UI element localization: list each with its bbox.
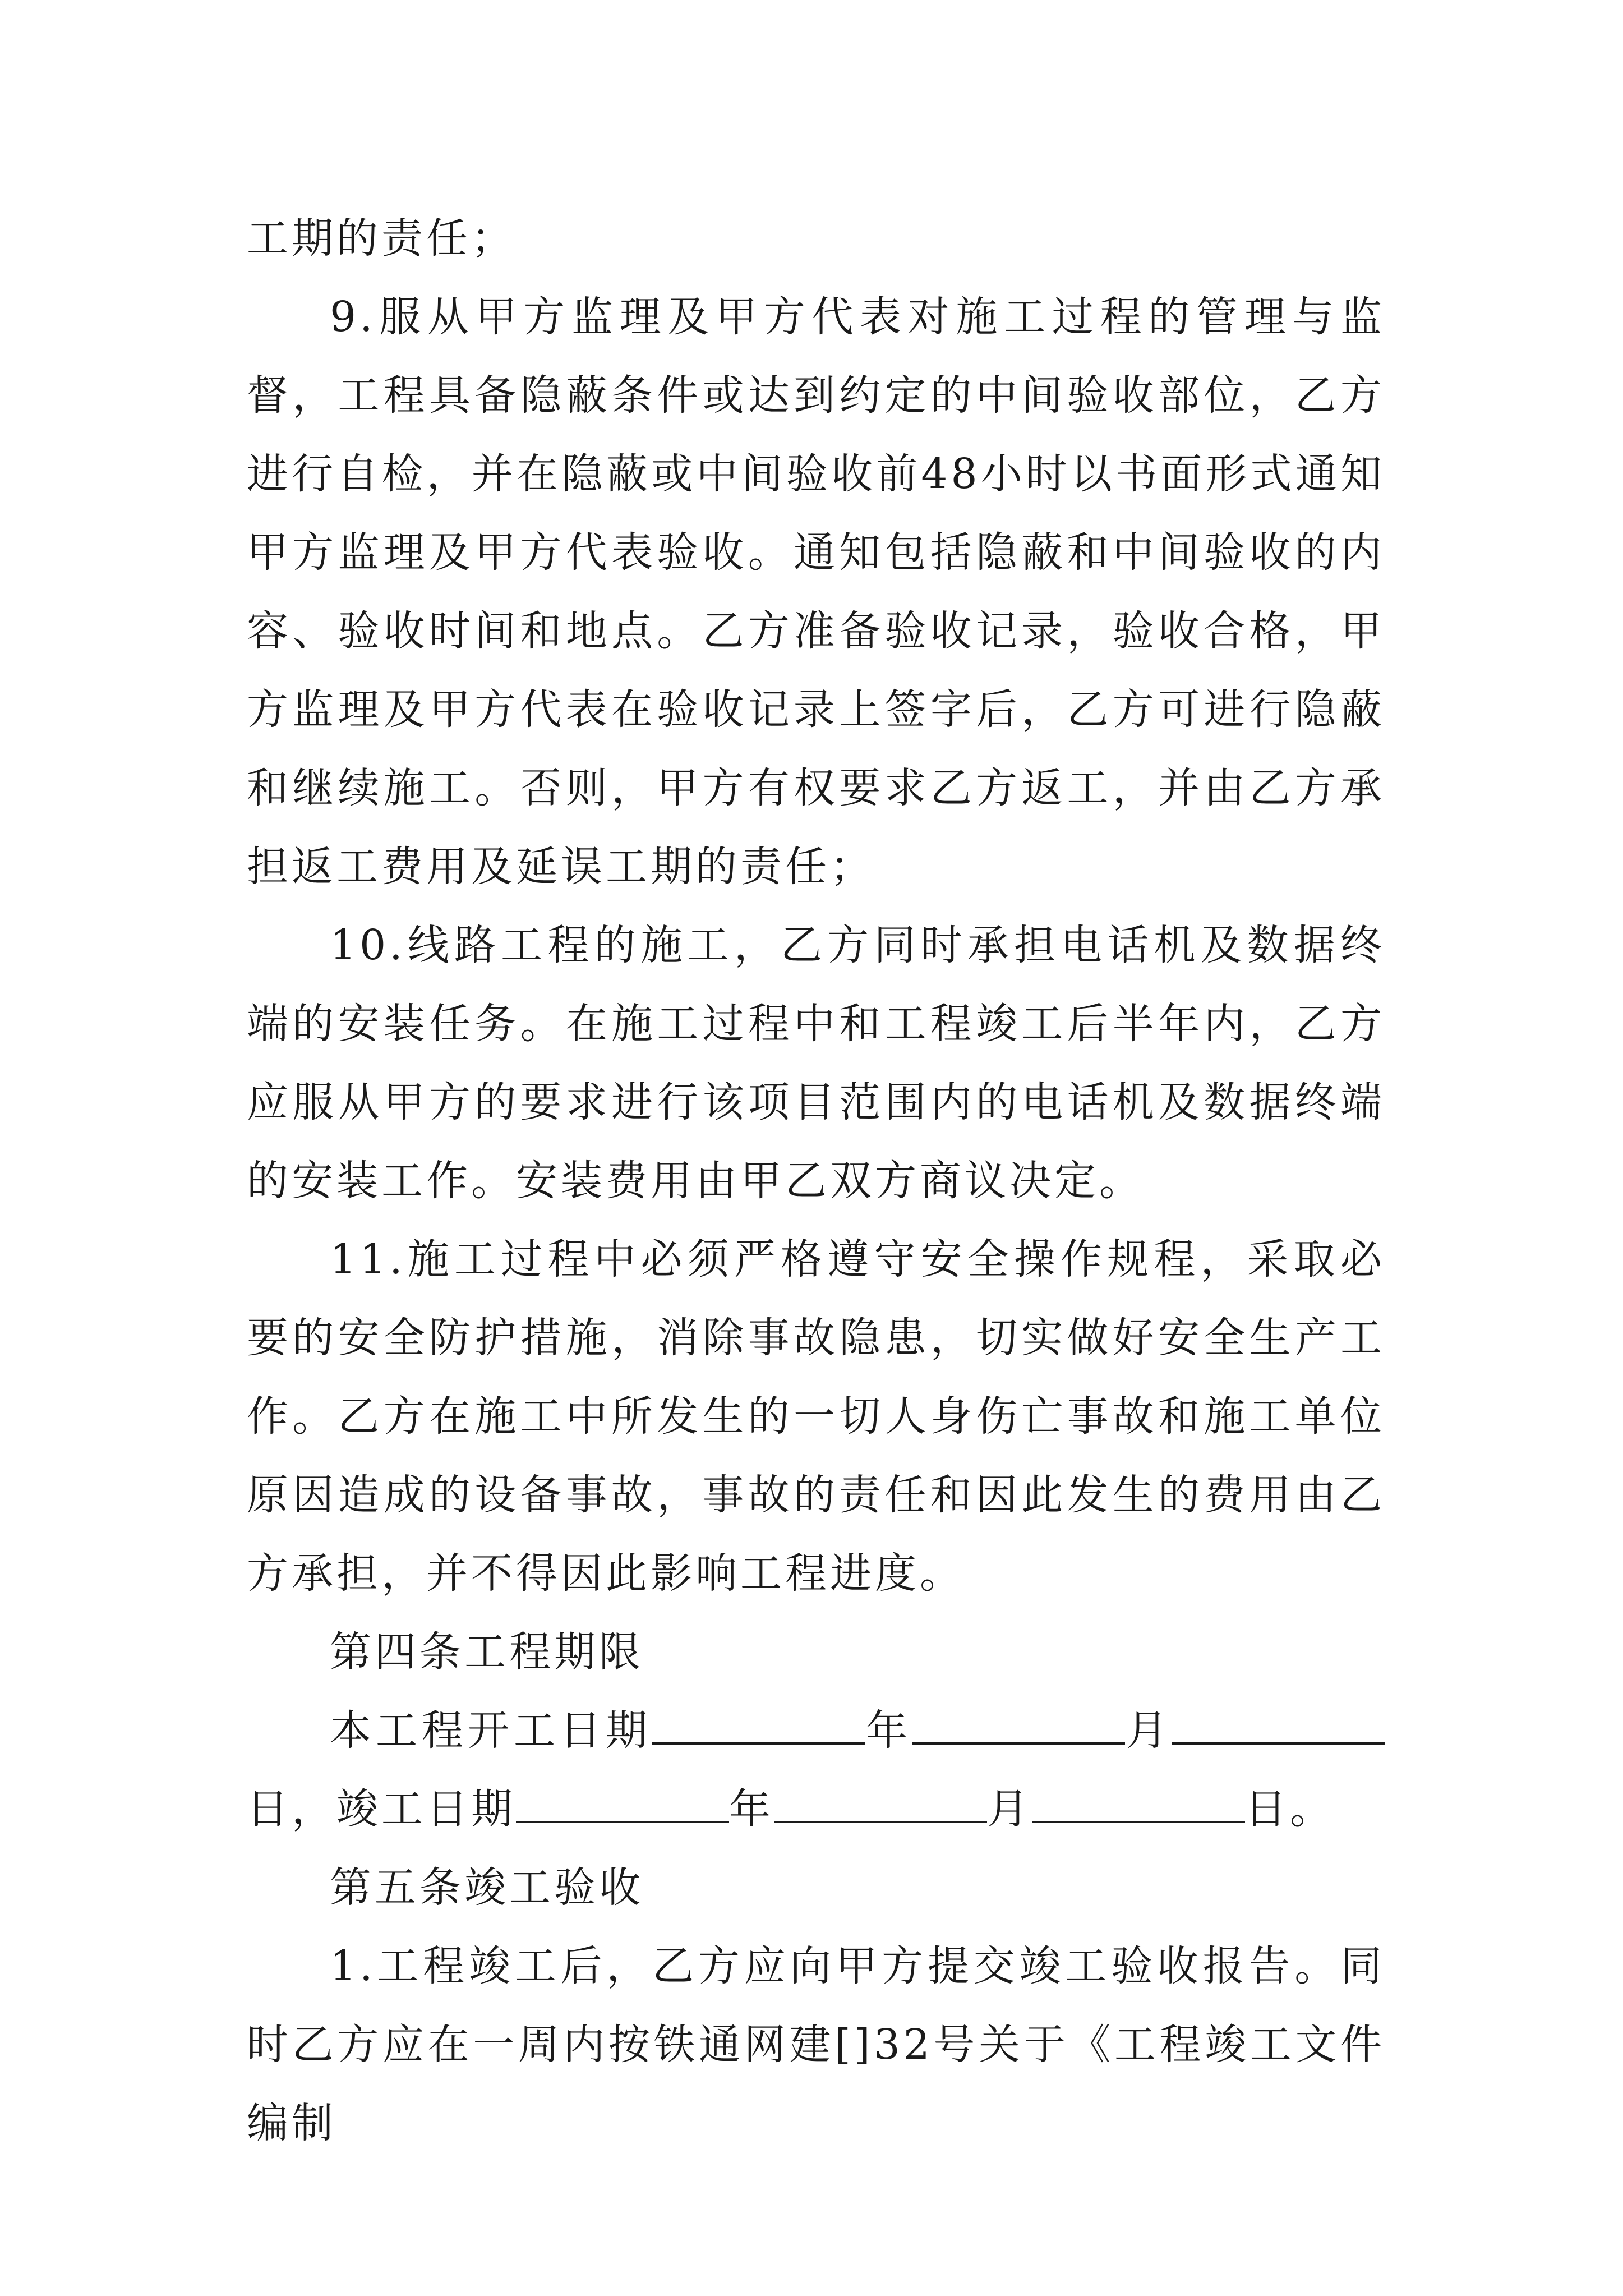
document-body	[247, 199, 1385, 2162]
paragraph-continuation: 工期的责任；	[247, 214, 516, 263]
end-day-unit: 日。	[1245, 1785, 1335, 1833]
paragraph-item-10: 10.线路工程的施工，乙方同时承担电话机及数据终端的安装任务。在施工过程中和工程竣工后半年内，乙方应服从甲方的要求进行该项目范围内的电话机及数据终端的安装工作。安装费用由甲乙双方商议决定。	[247, 921, 1385, 1205]
start-day-blank	[1172, 1703, 1385, 1745]
start-year-unit: 年	[865, 1706, 912, 1755]
schedule-paragraph	[247, 1691, 1385, 1848]
article-4-heading: 第四条工程期限	[330, 1628, 644, 1676]
completion-date-label: 日，竣工日期	[247, 1785, 516, 1833]
end-month-unit: 月	[987, 1785, 1032, 1833]
paragraph-item-5-1: 1.工程竣工后，乙方应向甲方提交竣工验收报告。同时乙方应在一周内按铁通网建[]32号关于《工程竣工文件编制	[247, 1942, 1385, 2147]
end-year-blank	[516, 1782, 729, 1823]
start-date-label: 本工程开工日期	[330, 1706, 652, 1755]
article-5-heading: 第五条竣工验收	[330, 1864, 644, 1912]
end-month-blank	[774, 1782, 987, 1823]
paragraph-item-11: 11.施工过程中必须严格遵守安全操作规程，采取必要的安全防护措施，消除事故隐患，切实做好安全生产工作。乙方在施工中所发生的一切人身伤亡事故和施工单位原因造成的设备事故，事故的责任和因此发生的费用由乙方承担，并不得因此影响工程进度。	[247, 1235, 1385, 1598]
end-day-blank	[1032, 1782, 1245, 1823]
start-month-unit: 月	[1125, 1706, 1172, 1755]
end-year-unit: 年	[729, 1785, 774, 1833]
start-month-blank	[912, 1703, 1125, 1745]
start-year-blank	[652, 1703, 865, 1745]
paragraph-item-9: 9.服从甲方监理及甲方代表对施工过程的管理与监督，工程具备隐蔽条件或达到约定的中间验收部位，乙方进行自检，并在隐蔽或中间验收前48小时以书面形式通知甲方监理及甲方代表验收。通知包括隐蔽和中间验收的内容、验收时间和地点。乙方准备验收记录，验收合格，甲方监理及甲方代表在验收记录上签字后，乙方可进行隐蔽和继续施工。否则，甲方有权要求乙方返工，并由乙方承担返工费用及延误工期的责任；	[247, 293, 1385, 891]
